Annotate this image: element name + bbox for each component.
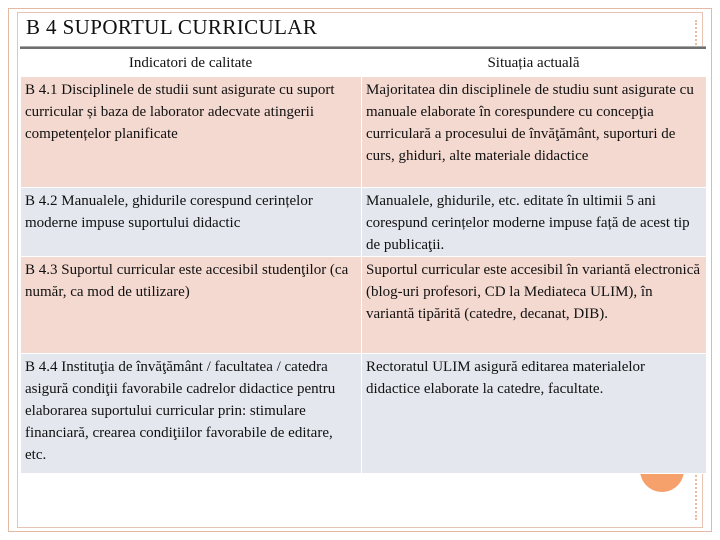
header-indicators: Indicatori de calitate: [21, 50, 362, 77]
indicator-cell: [21, 77, 362, 188]
situation-cell: Majoritatea din disciplinele de studiu sunt asigurate cu manuale elaborate în corespundere cu concepţia curriculară a procesului de învăţământ, suporturi de curs, ghiduri, alte materiale didactice: [362, 77, 707, 188]
indicator-cell: [21, 188, 362, 257]
table-row: [21, 77, 707, 188]
page-title: B 4 SUPORTUL CURRICULAR: [26, 15, 318, 39]
indicator-code: B 4.1: [25, 82, 58, 98]
indicator-text: Disciplinele de studii sunt asigurate cu suport curricular și baza de laborator adecvate atingerii competențelor planificate: [25, 82, 335, 142]
curriculum-table: [20, 49, 707, 474]
table-row: [21, 257, 707, 354]
indicator-cell: [21, 354, 362, 474]
situation-cell: Suportul curricular este accesibil în variantă electronică (blog-uri profesori, CD la Mediateca ULIM), în variantă tipărită (catedre, decanat, DIB).: [362, 257, 707, 354]
indicator-text: Instituţia de învăţământ / facultatea / catedra asigură condiţii favorabile cadrelor didactice pentru elaborarea suportului curricular prin: stimulare financiară, crearea condiţiilor favorabile de editare, etc.: [25, 359, 336, 463]
indicator-code: B 4.3: [25, 262, 58, 278]
indicator-text: Manualele, ghidurile corespund cerințelor moderne impuse suportului didactic: [25, 193, 313, 231]
table-row: [21, 188, 707, 257]
situation-cell: Rectoratul ULIM asigură editarea materialelor didactice elaborate la catedre, facultate.: [362, 354, 707, 474]
indicator-code: B 4.4: [25, 359, 58, 375]
table-header-row: [21, 50, 707, 77]
header-situation: Situația actuală: [362, 50, 707, 77]
situation-cell: Manualele, ghidurile, etc. editate în ultimii 5 ani corespund cerințelor moderne impuse față de acest tip de publicaţii.: [362, 188, 707, 257]
indicator-code: B 4.2: [25, 193, 58, 209]
indicator-cell: [21, 257, 362, 354]
indicator-text: Suportul curricular este accesibil studenţilor (ca număr, ca mod de utilizare): [25, 262, 349, 300]
table-row: [21, 354, 707, 474]
